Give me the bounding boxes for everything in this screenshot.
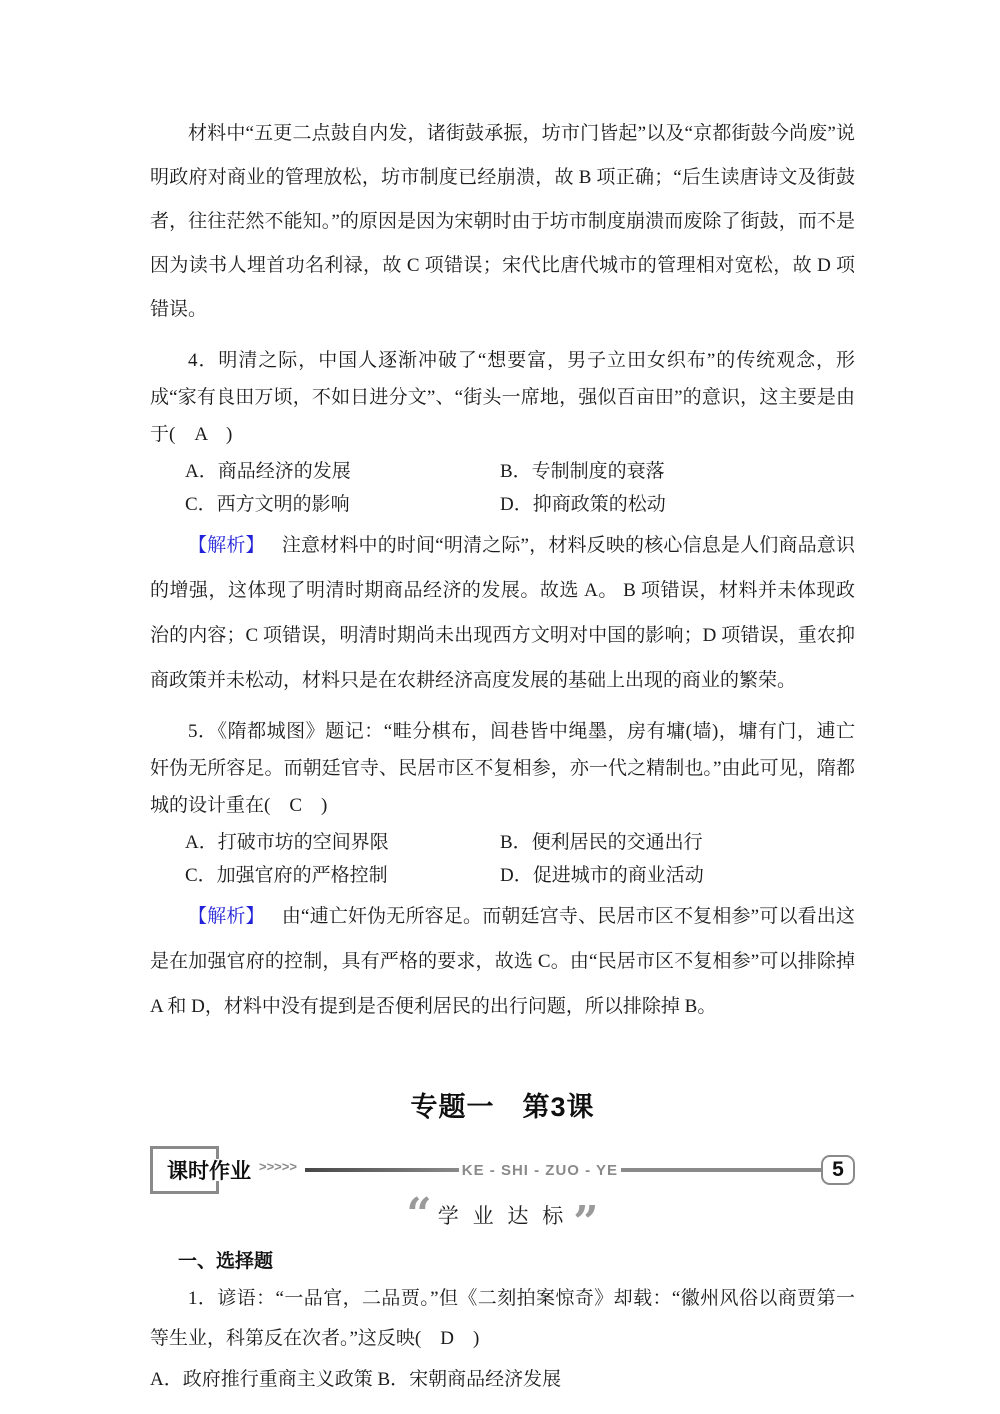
question-5-options-row-2 bbox=[150, 859, 855, 892]
question-5-options bbox=[150, 826, 855, 892]
question-5-option-a: A．打破市坊的空间界限 bbox=[185, 832, 389, 853]
question-5-option-d: D．促进城市的商业活动 bbox=[500, 865, 704, 886]
banner-label: 课时作业 bbox=[150, 1146, 257, 1194]
analysis-label: 【解析】 bbox=[188, 535, 265, 556]
chevron-right-icons: >>>>> bbox=[259, 1158, 297, 1174]
question-5-stem: 5．《隋都城图》题记：“畦分棋布，闾巷皆中绳墨，房有墉(墙)，墉有门，逋亡奸伪无所容足。而朝廷官寺、民居市区不复相参，亦一代之精制也。”由此可见，隋都城的设计重在( C ) bbox=[150, 721, 855, 816]
question-5-analysis bbox=[150, 894, 855, 1029]
question-4-option-a: A．商品经济的发展 bbox=[185, 461, 351, 482]
question-4-options-row-2 bbox=[150, 488, 855, 521]
question-4-analysis-text: 注意材料中的时间“明清之际”，材料反映的核心信息是人们商品意识的增强，这体现了明清时期商品经济的发展。故选 A。 B 项错误，材料并未体现政治的内容；C 项错误，明清时期尚未出现西方文明对中国的影响；D 项错误，重农抑商政策并未松动，材料只是在农耕经济高度发展的基础上出现的商业的繁荣。 bbox=[150, 535, 855, 691]
achievement-header-text: 学 业 达 标 bbox=[437, 1205, 568, 1228]
banner-rule-right bbox=[621, 1168, 821, 1172]
banner-pinyin-text: KE - SHI - ZUO - YE bbox=[461, 1161, 619, 1179]
question-5-option-b: B．便利居民的交通出行 bbox=[500, 832, 703, 853]
question-4-option-c: C．西方文明的影响 bbox=[185, 494, 350, 515]
question-4-stem: 4．明清之际，中国人逐渐冲破了“想要富，男子立田女织布”的传统观念，形成“家有良田万顷，不如日进分文”、“街头一席地，强似百亩田”的意识，这主要是由于( A ) bbox=[150, 350, 855, 445]
banner-rule-left bbox=[305, 1168, 459, 1172]
question-5-option-c: C．加强官府的严格控制 bbox=[185, 865, 388, 886]
question-5-options-row-1 bbox=[150, 826, 855, 859]
section-title: 专题一 第3课 bbox=[410, 1092, 595, 1122]
question-4-options bbox=[150, 455, 855, 521]
question-4-option-d: D．抑商政策的松动 bbox=[500, 494, 666, 515]
question-4-options-row-1 bbox=[150, 455, 855, 488]
achievement-header: “ 学 业 达 标 ” bbox=[406, 1189, 599, 1248]
page-number-badge: 5 bbox=[821, 1155, 855, 1185]
homework-banner bbox=[150, 1146, 855, 1194]
analysis-label: 【解析】 bbox=[188, 906, 265, 927]
question-1-options-line: A．政府推行重商主义政策 B．宋朝商品经济发展 bbox=[150, 1369, 562, 1390]
question-1-stem: 1．谚语：“一品官，二品贾。”但《二刻拍案惊奇》却载：“徽州风俗以商贾第一等生业，科第反在次者。”这反映( D ) bbox=[150, 1288, 855, 1349]
question-4-analysis bbox=[150, 523, 855, 703]
question-5-analysis-text: 由“逋亡奸伪无所容足。而朝廷宫寺、民居市区不复相参”可以看出这是在加强官府的控制，具有严格的要求，故选 C。由“民居市区不复相参”可以排除掉 A 和 D，材料中没有提到是否便利居民的出行问题，所以排除掉 B。 bbox=[150, 906, 855, 1017]
part-one-title: 一、选择题 bbox=[178, 1251, 274, 1272]
question-4-option-b: B．专制制度的衰落 bbox=[500, 461, 665, 482]
question-3-analysis-continued: 材料中“五更二点鼓自内发，诸街鼓承振，坊市门皆起”以及“京都街鼓今尚废”说明政府对商业的管理放松，坊市制度已经崩溃，故 B 项正确；“后生读唐诗文及街鼓者，往往茫然不能知。”的原因是因为宋朝时由于坊市制度崩溃而废除了街鼓，而不是因为读书人埋首功名利禄，故 C 项错误；宋代比唐代城市的管理相对宽松，故 D 项错误。 bbox=[150, 123, 855, 320]
